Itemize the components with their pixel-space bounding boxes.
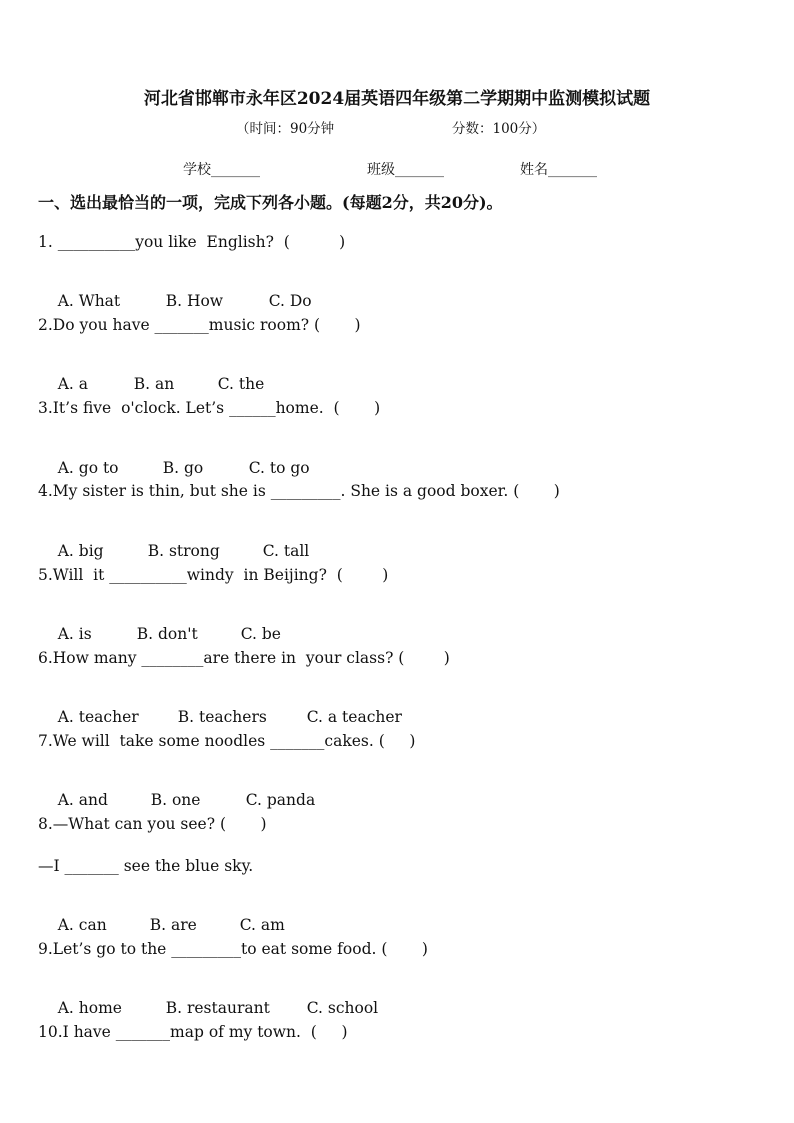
option-c: C. tall [262,542,310,560]
question-stem: 2.Do you have _______music room? ( ) [38,316,361,334]
option-a: A. What [57,292,121,310]
option-b: B. an [133,375,175,393]
question-stem: 9.Let’s go to the _________to eat some food. ( ) [38,940,428,958]
option-a: A. teacher [57,708,139,726]
question-stem: 10.I have _______map of my town. ( ) [38,1023,348,1041]
option-a: A. big [57,542,104,560]
option-c: C. be [240,625,281,643]
question-extra: —I _______ see the blue sky. [38,857,254,875]
option-b: B. teachers [177,708,267,726]
option-a: A. go to [57,459,119,477]
option-b: B. don't [136,625,198,643]
question-stem: 5.Will it __________windy in Beijing? ( ) [38,566,389,584]
option-a: A. home [57,999,122,1017]
option-c: C. Do [268,292,312,310]
option-b: B. go [162,459,204,477]
option-a: A. is [57,625,92,643]
option-a: A. a [57,375,89,393]
option-c: C. a teacher [306,708,402,726]
question-stem: 1. __________you like English? ( ) [38,233,346,251]
option-b: B. restaurant [165,999,270,1017]
option-c: C. to go [248,459,310,477]
option-b: B. How [165,292,224,310]
time-info: （时间：90分钟 [236,121,335,137]
question-stem: 7.We will take some noodles _______cakes. ( ) [38,732,416,750]
question-stem: 3.It’s five o'clock. Let’s ______home. ( ) [38,399,381,417]
school-field: 学校_______ [183,162,260,178]
option-c: C. the [217,375,265,393]
section-heading: 一、选出最恰当的一项，完成下列各小题。(每题2分，共20分)。 [38,193,503,212]
option-a: A. can [57,916,107,934]
question-stem: 8.—What can you see? ( ) [38,815,267,833]
option-c: C. school [306,999,379,1017]
page-title: 河北省邯郸市永年区2024届英语四年级第二学期期中监测模拟试题 [143,89,651,109]
name-field: 姓名_______ [520,162,597,178]
question-stem: 6.How many ________are there in your class? ( ) [38,649,450,667]
option-c: C. panda [245,791,316,809]
option-b: B. one [150,791,201,809]
option-c: C. am [239,916,285,934]
option-b: B. strong [147,542,220,560]
option-b: B. are [149,916,197,934]
score-info: 分数：100分） [452,121,546,137]
class-field: 班级_______ [367,162,444,178]
option-a: A. and [57,791,108,809]
question-stem: 4.My sister is thin, but she is _________. She is a good boxer. ( ) [38,482,560,500]
